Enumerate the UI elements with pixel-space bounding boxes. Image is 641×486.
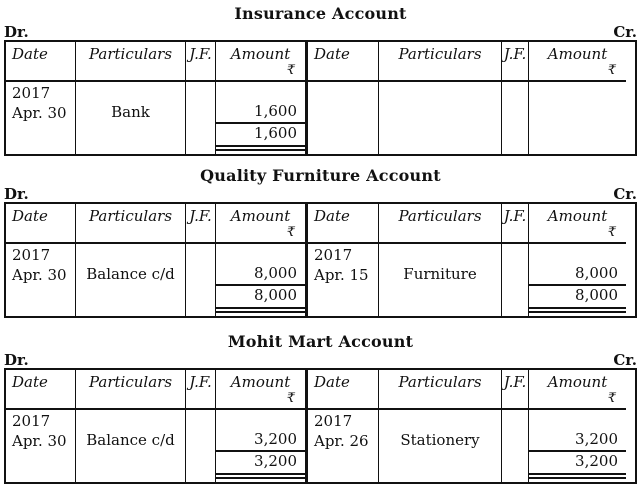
credit-particulars-cell	[379, 82, 502, 154]
column-header-date: Date	[6, 42, 76, 82]
entry-date: Apr. 30	[12, 432, 67, 450]
closing-double-rule	[216, 307, 305, 313]
column-header-particulars: Particulars	[76, 42, 186, 82]
column-header-particulars: Particulars	[76, 370, 186, 410]
column-header-jf: J.F.	[186, 42, 216, 82]
debit-amount-cell	[216, 82, 308, 154]
account-title: Insurance Account	[234, 4, 407, 23]
column-header-amount	[529, 370, 626, 410]
account-section-mohit-mart	[4, 332, 637, 484]
column-header-amount	[216, 42, 308, 82]
credit-jf-cell	[502, 82, 529, 154]
dr-label: Dr.	[4, 23, 29, 41]
amount-total: 8,000	[216, 284, 305, 305]
column-header-particulars: Particulars	[379, 204, 502, 244]
column-header-particulars: Particulars	[76, 204, 186, 244]
ledger-table	[4, 368, 637, 484]
amount-label: Amount	[230, 207, 291, 225]
amount-label: Amount	[547, 45, 608, 63]
amount-label: Amount	[547, 373, 608, 391]
amount-total: 3,200	[216, 450, 305, 471]
column-header-jf: J.F.	[502, 42, 529, 82]
rupee-symbol: ₹	[607, 225, 616, 240]
entry-year: 2017	[12, 246, 51, 264]
amount-label: Amount	[230, 373, 291, 391]
column-header-jf: J.F.	[502, 370, 529, 410]
account-title: Mohit Mart Account	[227, 332, 414, 351]
column-header-date: Date	[6, 370, 76, 410]
debit-amount-cell	[216, 410, 308, 482]
credit-amount-cell	[529, 244, 626, 316]
amount-total: 1,600	[216, 122, 305, 143]
column-header-jf: J.F.	[502, 204, 529, 244]
debit-jf-cell	[186, 82, 216, 154]
credit-particulars-cell: Furniture	[379, 244, 502, 316]
dr-cr-row	[4, 24, 637, 40]
debit-particulars-cell: Balance c/d	[76, 244, 186, 316]
entry-date: Apr. 30	[12, 266, 67, 284]
entry-date: Apr. 30	[12, 104, 67, 122]
credit-jf-cell	[502, 410, 529, 482]
entry-date: Apr. 26	[314, 432, 369, 450]
rupee-symbol: ₹	[607, 391, 616, 406]
amount-label: Amount	[547, 207, 608, 225]
dr-label: Dr.	[4, 351, 29, 369]
column-header-date: Date	[308, 204, 379, 244]
amount-label: Amount	[230, 45, 291, 63]
debit-jf-cell	[186, 244, 216, 316]
dr-label: Dr.	[4, 185, 29, 203]
amount-entry: 8,000	[254, 264, 297, 282]
rupee-symbol: ₹	[286, 63, 295, 78]
credit-date-cell	[308, 410, 379, 482]
account-section-insurance	[4, 4, 637, 156]
column-header-date: Date	[308, 42, 379, 82]
amount-total: 3,200	[529, 450, 626, 471]
dr-cr-row	[4, 352, 637, 368]
column-header-particulars: Particulars	[379, 42, 502, 82]
entry-year: 2017	[12, 84, 51, 102]
column-header-date: Date	[308, 370, 379, 410]
rupee-symbol: ₹	[286, 225, 295, 240]
debit-jf-cell	[186, 410, 216, 482]
credit-amount-cell	[529, 82, 626, 154]
amount-total: 8,000	[529, 284, 626, 305]
cr-label: Cr.	[613, 185, 637, 203]
ledger-table	[4, 202, 637, 318]
rupee-symbol: ₹	[286, 391, 295, 406]
debit-date-cell	[6, 244, 76, 316]
amount-entry: 1,600	[254, 102, 297, 120]
closing-double-rule	[216, 473, 305, 479]
rupee-symbol: ₹	[607, 63, 616, 78]
closing-double-rule	[216, 145, 305, 151]
cr-label: Cr.	[613, 351, 637, 369]
closing-double-rule	[529, 307, 626, 313]
entry-year: 2017	[314, 246, 353, 264]
credit-date-cell	[308, 82, 379, 154]
amount-entry: 3,200	[575, 430, 618, 448]
entry-year: 2017	[314, 412, 353, 430]
credit-particulars-cell: Stationery	[379, 410, 502, 482]
entry-year: 2017	[12, 412, 51, 430]
credit-jf-cell	[502, 244, 529, 316]
amount-entry: 8,000	[575, 264, 618, 282]
account-section-quality-furniture	[4, 166, 637, 318]
column-header-jf: J.F.	[186, 204, 216, 244]
column-header-date: Date	[6, 204, 76, 244]
column-header-amount	[216, 370, 308, 410]
credit-amount-cell	[529, 410, 626, 482]
debit-amount-cell	[216, 244, 308, 316]
account-title: Quality Furniture Account	[200, 166, 441, 185]
ledger-table	[4, 40, 637, 156]
column-header-particulars: Particulars	[379, 370, 502, 410]
debit-particulars-cell: Bank	[76, 82, 186, 154]
entry-date: Apr. 15	[314, 266, 369, 284]
column-header-amount	[529, 204, 626, 244]
dr-cr-row	[4, 186, 637, 202]
amount-entry: 3,200	[254, 430, 297, 448]
debit-date-cell	[6, 410, 76, 482]
column-header-jf: J.F.	[186, 370, 216, 410]
debit-date-cell	[6, 82, 76, 154]
column-header-amount	[216, 204, 308, 244]
debit-particulars-cell: Balance c/d	[76, 410, 186, 482]
column-header-amount	[529, 42, 626, 82]
credit-date-cell	[308, 244, 379, 316]
closing-double-rule	[529, 473, 626, 479]
cr-label: Cr.	[613, 23, 637, 41]
